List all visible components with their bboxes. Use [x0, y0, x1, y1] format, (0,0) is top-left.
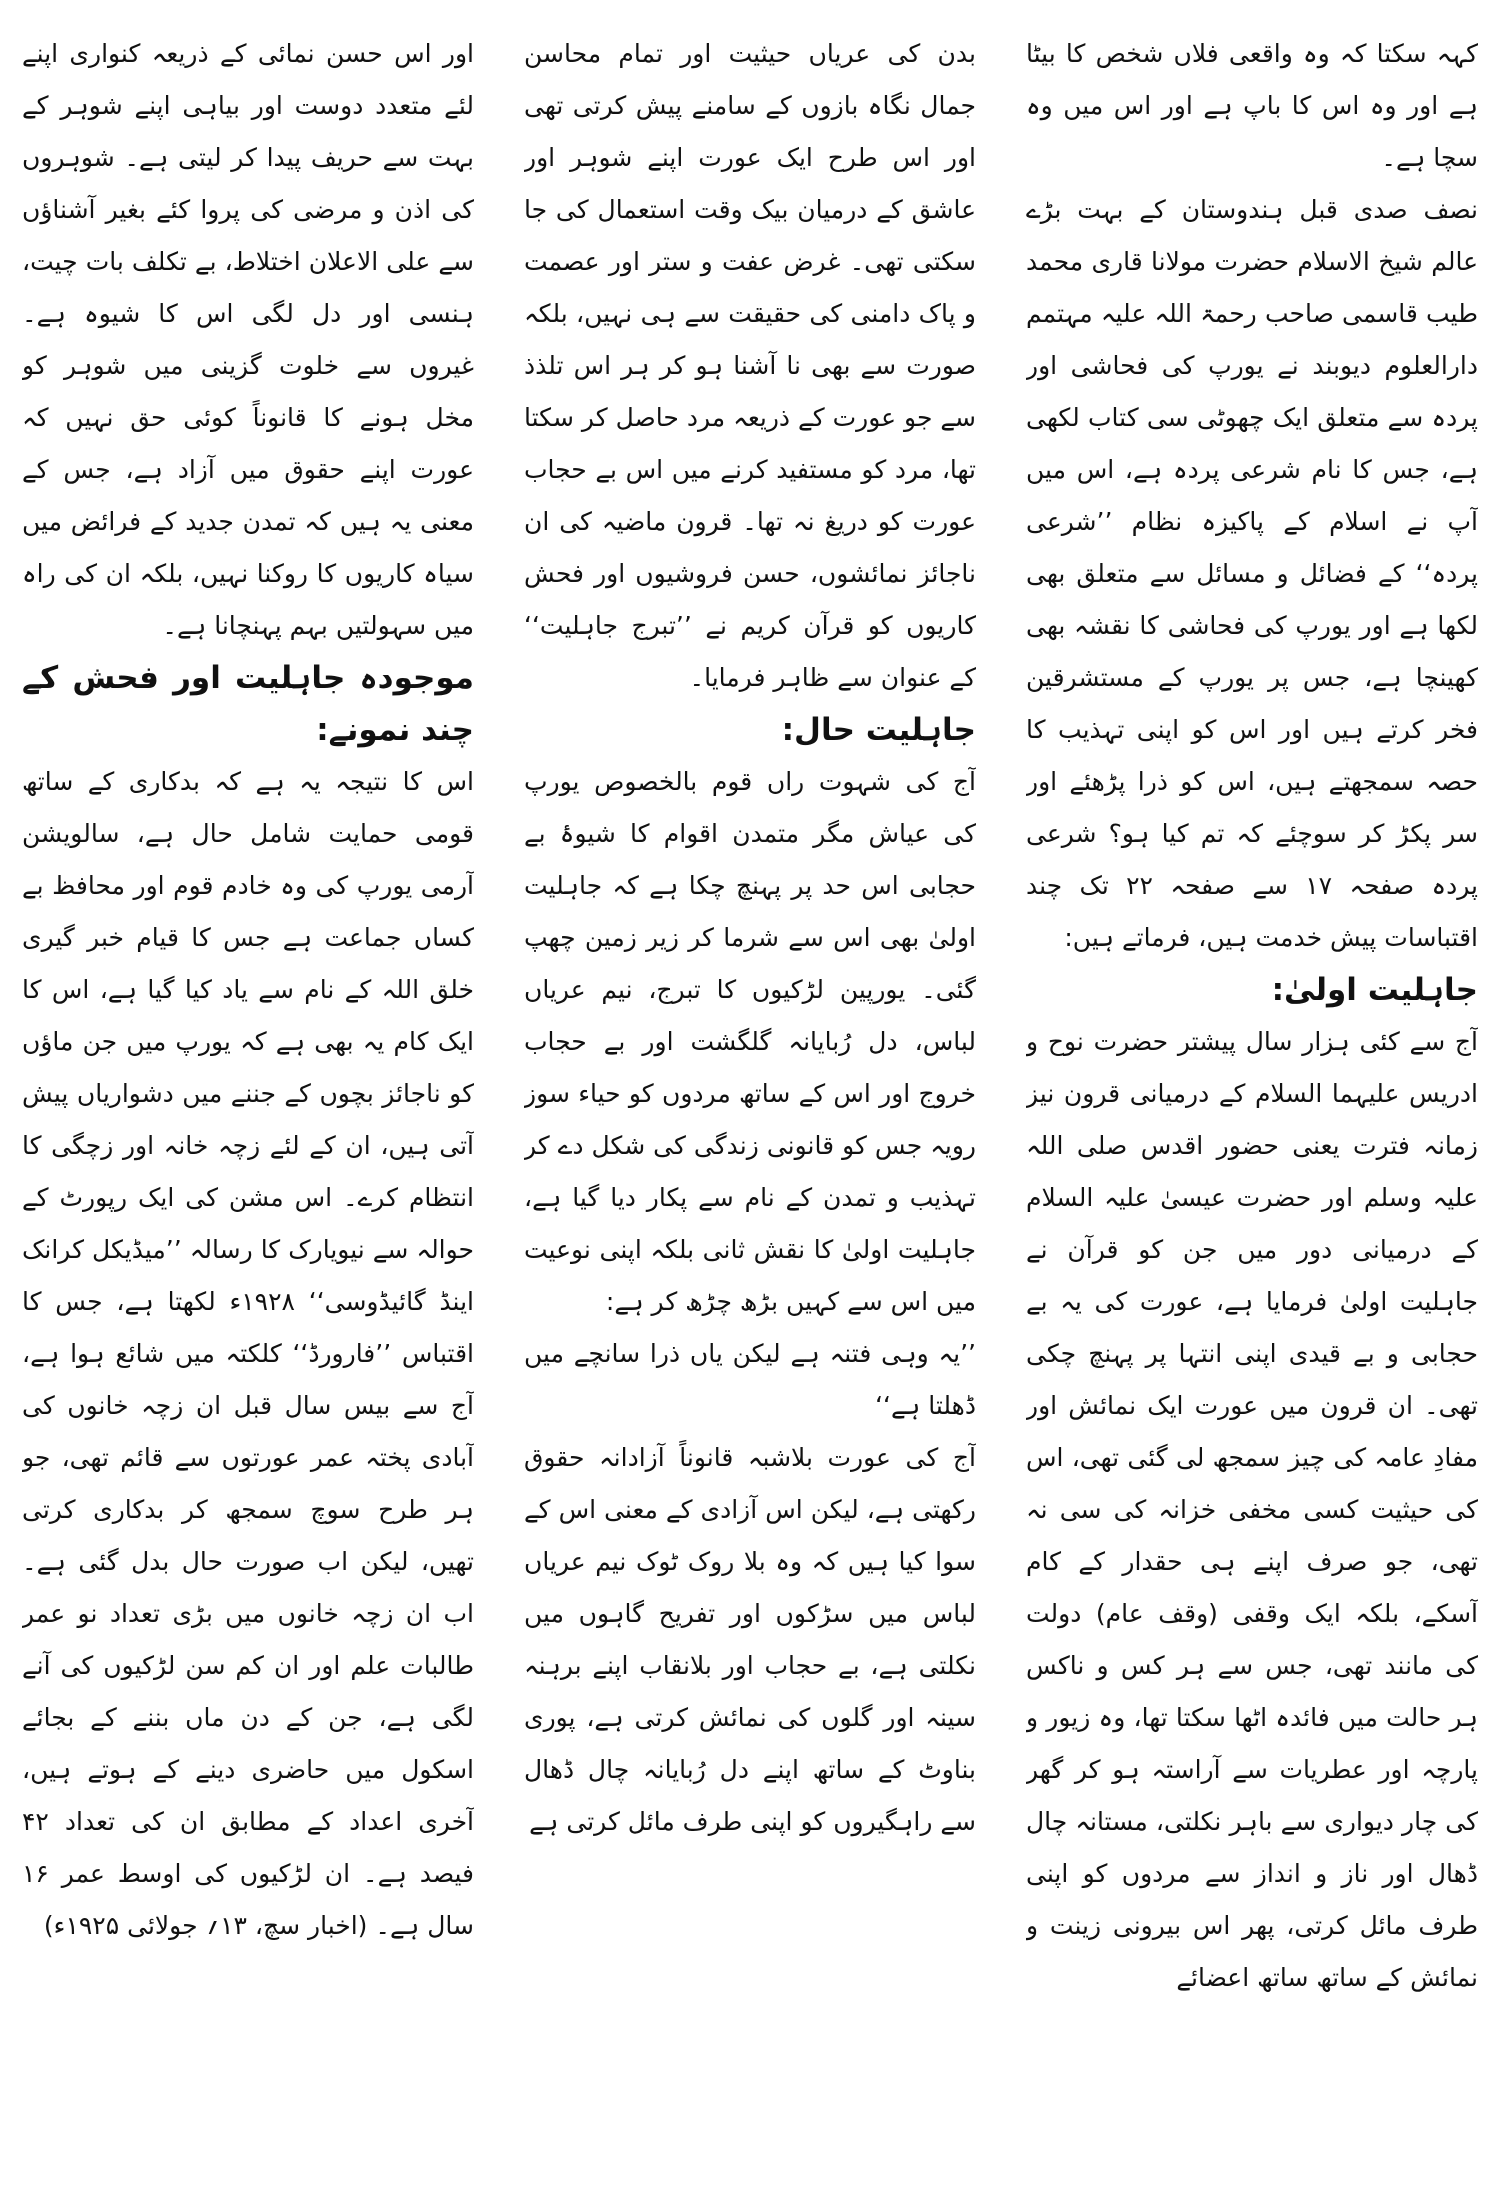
section-heading: جاہلیت اولیٰ: — [1271, 972, 1478, 1008]
paragraph: آج سے کئی ہزار سال پیشتر حضرت نوح و ادریس علیہما السلام کے درمیانی قرون نیز زمانہ فترت یعنی حضور اقدس صلی اللہ علیہ وسلم اور حضرت عیسیٰ علیہ السلام کے درمیانی دور میں جن کو قرآن نے جاہلیت اولیٰ فرمایا ہے، عورت کی یہ بے حجابی و بے قیدی اپنی انتہا پر پہنچ چکی تھی۔ ان قرون میں عورت ایک نمائش اور مفادِ عامہ کی چیز سمجھ لی گئی تھی، اس کی حیثیت کسی مخفی خزانہ کی سی نہ تھی، جو صرف اپنے ہی حقدار کے کام آسکے، بلکہ ایک وقفی (وقف عام) دولت کی مانند تھی، جس سے ہر کس و ناکس ہر حالت میں فائدہ اٹھا سکتا تھا، وہ زیور و پارچہ اور عطریات سے آراستہ ہو کر گھر کی چار دیواری سے باہر نکلتی، مستانہ چال ڈھال اور ناز و انداز سے مردوں کو اپنی طرف مائل کرتی، پھر اس بیرونی زینت و نمائش کے ساتھ ساتھ اعضائے — [1026, 1027, 1478, 1992]
paragraph: اس کا نتیجہ یہ ہے کہ بدکاری کے ساتھ قومی حمایت شامل حال ہے، سالویشن آرمی یورپ کی وہ خادم قوم اور محافظ بے کساں جماعت ہے جس کا قیام خبر گیری خلق اللہ کے نام سے یاد کیا گیا ہے، اس کا ایک کام یہ بھی ہے کہ یورپ میں جن ماؤں کو ناجائز بچوں کے جننے میں دشواریاں پیش آتی ہیں، ان کے لئے زچہ خانہ اور زچگی کا انتظام کرے۔ اس مشن کی ایک رپورٹ کے حوالہ سے نیویارک کا رسالہ ’’میڈیکل کرانک اینڈ گائیڈوسی‘‘ ۱۹۲۸ء لکھتا ہے، جس کا اقتباس ’’فارورڈ‘‘ کلکتہ میں شائع ہوا ہے، آج سے بیس سال قبل ان زچہ خانوں کی آبادی پختہ عمر عورتوں سے قائم تھی، جو ہر طرح سوچ سمجھ کر بدکاری کرتی تھیں، لیکن اب صورت حال بدل گئی ہے۔ اب ان زچہ خانوں میں بڑی تعداد نو عمر طالبات علم اور ان کم سن لڑکیوں کی آنے لگی ہے، جن کے دن ماں بننے کے بجائے اسکول میں حاضری دینے کے ہوتے ہیں، آخری اعداد کے مطابق ان کی تعداد ۴۲ فیصد ہے۔ ان لڑکیوں کی اوسط عمر ۱۶ سال ہے۔ (اخبار سچ، ۱۳؍ جولائی ۱۹۲۵ء) — [22, 767, 474, 1940]
paragraph: آج کی شہوت راں قوم بالخصوص یورپ کی عیاش مگر متمدن اقوام کا شیوۂ بے حجابی اس حد پر پہنچ چکا ہے کہ جاہلیت اولیٰ بھی اس سے شرما کر زیر زمین چھپ گئی۔ یورپین لڑکیوں کا تبرج، نیم عریاں لباس، دل رُبایانہ گلگشت اور بے حجاب خروج اور اس کے ساتھ مردوں کو حیاء سوز رویہ جس کو قانونی زندگی کی شکل دے کر تہذیب و تمدن کے نام سے پکار دیا گیا ہے، جاہلیت اولیٰ کا نقش ثانی بلکہ اپنی نوعیت میں اس سے کہیں بڑھ چڑھ کر ہے: — [524, 767, 976, 1316]
paragraph: بدن کی عریاں حیثیت اور تمام محاسن جمال نگاہ بازوں کے سامنے پیش کرتی تھی اور اس طرح ایک عورت اپنے شوہر اور عاشق کے درمیان بیک وقت استعمال کی جا سکتی تھی۔ غرض عفت و ستر اور عصمت و پاک دامنی کی حقیقت سے ہی نہیں، بلکہ صورت سے بھی نا آشنا ہو کر ہر اس تلذذ سے جو عورت کے ذریعہ مرد حاصل کر سکتا تھا، مرد کو مستفید کرنے میں اس بے حجاب عورت کو دریغ نہ تھا۔ قرون ماضیہ کی ان ناجائز نمائشوں، حسن فروشیوں اور فحش کاریوں کو قرآن کریم نے ’’تبرج جاہلیت‘‘ کے عنوان سے ظاہر فرمایا۔ — [524, 39, 976, 692]
paragraph: آج کی عورت بلاشبہ قانوناً آزادانہ حقوق رکھتی ہے، لیکن اس آزادی کے معنی اس کے سوا کیا ہیں کہ وہ بلا روک ٹوک نیم عریاں لباس میں سڑکوں اور تفریح گاہوں میں نکلتی ہے، بے حجاب اور بلانقاب اپنے برہنہ سینہ اور گلوں کی نمائش کرتی ہے، پوری بناوٹ کے ساتھ اپنے دل رُبایانہ چال ڈھال سے راہگیروں کو اپنی طرف مائل کرتی ہے — [524, 1443, 976, 1836]
section-heading: موجودہ جاہلیت اور فحش کے چند نمونے: — [22, 660, 474, 748]
paragraph: نصف صدی قبل ہندوستان کے بہت بڑے عالم شیخ الاسلام حضرت مولانا قاری محمد طیب قاسمی صاحب رحمۃ اللہ علیہ مہتمم دارالعلوم دیوبند نے یورپ کی فحاشی اور پردہ سے متعلق ایک چھوٹی سی کتاب لکھی ہے، جس کا نام شرعی پردہ ہے، اس میں آپ نے اسلام کے پاکیزہ نظام ’’شرعی پردہ‘‘ کے فضائل و مسائل سے متعلق بھی لکھا ہے اور یورپ کی فحاشی کا نقشہ بھی کھینچا ہے، جس پر یورپ کے مستشرقین فخر کرتے ہیں اور اس کو اپنی تہذیب کا حصہ سمجھتے ہیں، اس کو ذرا پڑھئے اور سر پکڑ کر سوچئے کہ تم کیا ہو؟ شرعی پردہ صفحہ ۱۷ سے صفحہ ۲۲ تک چند اقتباسات پیش خدمت ہیں، فرماتے ہیں: — [1026, 195, 1478, 952]
text-column-left — [22, 28, 474, 2178]
section-heading: جاہلیت حال: — [781, 712, 976, 748]
text-column-middle — [524, 28, 976, 2178]
paragraph: اور اس حسن نمائی کے ذریعہ کنواری اپنے لئے متعدد دوست اور بیاہی اپنے شوہر کے بہت سے حریف پیدا کر لیتی ہے۔ شوہروں کی اذن و مرضی کی پروا کئے بغیر آشناؤں سے علی الاعلان اختلاط، بے تکلف بات چیت، ہنسی اور دل لگی اس کا شیوہ ہے۔ غیروں سے خلوت گزینی میں شوہر کو مخل ہونے کا قانوناً کوئی حق نہیں کہ عورت اپنے حقوق میں آزاد ہے، جس کے معنی یہ ہیں کہ تمدن جدید کے فرائض میں سیاہ کاریوں کا روکنا نہیں، بلکہ ان کی راہ میں سہولتیں بہم پہنچانا ہے۔ — [22, 39, 474, 640]
paragraph: کہہ سکتا کہ وہ واقعی فلاں شخص کا بیٹا ہے اور وہ اس کا باپ ہے اور اس میں وہ سچا ہے۔ — [1026, 39, 1478, 172]
paragraph: ’’یہ وہی فتنہ ہے لیکن یاں ذرا سانچے میں ڈھلتا ہے‘‘ — [524, 1339, 976, 1420]
article-page — [22, 28, 1478, 2178]
column-gutter — [474, 28, 524, 2178]
column-gutter — [976, 28, 1026, 2178]
text-column-right — [1026, 28, 1478, 2178]
